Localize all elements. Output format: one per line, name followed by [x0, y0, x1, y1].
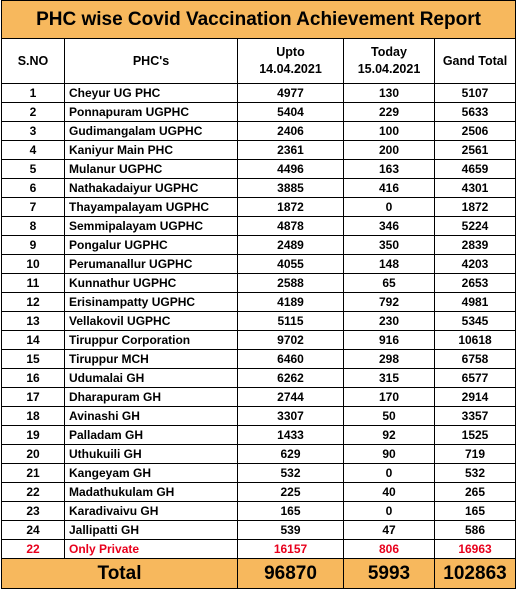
report-container	[1, 0, 515, 589]
row-phc-name: Semmipalayam UGPHC	[65, 217, 238, 236]
row-sno: 1	[2, 84, 65, 103]
header-today-date: 15.04.2021	[357, 62, 421, 76]
row-today: 346	[344, 217, 435, 236]
table-row	[2, 445, 516, 464]
row-upto: 3307	[238, 407, 344, 426]
row-sno: 11	[2, 274, 65, 293]
row-today: 230	[344, 312, 435, 331]
row-grand-total: 6758	[435, 350, 516, 369]
row-upto: 4055	[238, 255, 344, 274]
row-upto: 2744	[238, 388, 344, 407]
row-grand-total: 532	[435, 464, 516, 483]
row-sno: 17	[2, 388, 65, 407]
table-row	[2, 521, 516, 540]
table-row	[2, 350, 516, 369]
row-sno: 21	[2, 464, 65, 483]
row-upto: 9702	[238, 331, 344, 350]
row-phc-name: Perumanallur UGPHC	[65, 255, 238, 274]
vaccination-report-table	[1, 0, 516, 589]
table-row	[2, 388, 516, 407]
row-grand-total: 5107	[435, 84, 516, 103]
row-sno: 24	[2, 521, 65, 540]
row-sno: 18	[2, 407, 65, 426]
row-sno: 4	[2, 141, 65, 160]
table-row	[2, 483, 516, 502]
header-upto	[238, 39, 344, 84]
row-upto: 2406	[238, 122, 344, 141]
row-grand-total: 719	[435, 445, 516, 464]
row-grand-total: 4659	[435, 160, 516, 179]
row-sno: 3	[2, 122, 65, 141]
table-row	[2, 160, 516, 179]
header-today-label: Today	[371, 45, 407, 59]
header-row	[2, 39, 516, 84]
row-sno: 12	[2, 293, 65, 312]
row-today: 170	[344, 388, 435, 407]
row-upto: 4977	[238, 84, 344, 103]
row-phc-name: Cheyur UG PHC	[65, 84, 238, 103]
row-sno: 13	[2, 312, 65, 331]
header-today	[344, 39, 435, 84]
row-today: 65	[344, 274, 435, 293]
row-sno: 9	[2, 236, 65, 255]
row-grand-total: 2839	[435, 236, 516, 255]
row-upto: 2361	[238, 141, 344, 160]
private-upto: 16157	[238, 540, 344, 559]
row-grand-total: 5633	[435, 103, 516, 122]
table-row	[2, 293, 516, 312]
row-grand-total: 4203	[435, 255, 516, 274]
row-phc-name: Tiruppur MCH	[65, 350, 238, 369]
row-today: 0	[344, 502, 435, 521]
header-upto-date: 14.04.2021	[259, 62, 322, 76]
private-name: Only Private	[65, 540, 238, 559]
table-row	[2, 103, 516, 122]
row-upto: 4189	[238, 293, 344, 312]
row-grand-total: 1525	[435, 426, 516, 445]
row-upto: 5115	[238, 312, 344, 331]
row-sno: 15	[2, 350, 65, 369]
row-phc-name: Kangeyam GH	[65, 464, 238, 483]
row-sno: 10	[2, 255, 65, 274]
row-sno: 20	[2, 445, 65, 464]
row-grand-total: 4981	[435, 293, 516, 312]
row-today: 0	[344, 464, 435, 483]
row-today: 148	[344, 255, 435, 274]
total-upto: 96870	[238, 559, 344, 589]
table-row	[2, 502, 516, 521]
report-title: PHC wise Covid Vaccination Achievement Report	[2, 1, 516, 39]
row-upto: 532	[238, 464, 344, 483]
row-grand-total: 1872	[435, 198, 516, 217]
table-row	[2, 217, 516, 236]
row-grand-total: 2561	[435, 141, 516, 160]
row-today: 90	[344, 445, 435, 464]
table-row	[2, 274, 516, 293]
private-sno: 22	[2, 540, 65, 559]
row-today: 200	[344, 141, 435, 160]
row-phc-name: Udumalai GH	[65, 369, 238, 388]
row-today: 130	[344, 84, 435, 103]
table-row	[2, 122, 516, 141]
row-upto: 165	[238, 502, 344, 521]
row-grand-total: 165	[435, 502, 516, 521]
table-body	[2, 84, 516, 589]
row-upto: 6460	[238, 350, 344, 369]
row-today: 50	[344, 407, 435, 426]
row-phc-name: Pongalur UGPHC	[65, 236, 238, 255]
table-row	[2, 198, 516, 217]
row-phc-name: Kaniyur Main PHC	[65, 141, 238, 160]
total-row	[2, 559, 516, 589]
table-row	[2, 312, 516, 331]
row-today: 40	[344, 483, 435, 502]
header-upto-label: Upto	[276, 45, 305, 59]
row-today: 916	[344, 331, 435, 350]
header-phc: PHC's	[65, 39, 238, 84]
row-phc-name: Jallipatti GH	[65, 521, 238, 540]
row-today: 315	[344, 369, 435, 388]
row-sno: 16	[2, 369, 65, 388]
private-total: 16963	[435, 540, 516, 559]
row-phc-name: Ponnapuram UGPHC	[65, 103, 238, 122]
row-phc-name: Thayampalayam UGPHC	[65, 198, 238, 217]
private-today: 806	[344, 540, 435, 559]
row-grand-total: 6577	[435, 369, 516, 388]
row-sno: 19	[2, 426, 65, 445]
row-grand-total: 2653	[435, 274, 516, 293]
row-sno: 5	[2, 160, 65, 179]
row-phc-name: Uthukuili GH	[65, 445, 238, 464]
row-phc-name: Dharapuram GH	[65, 388, 238, 407]
table-row	[2, 179, 516, 198]
table-row	[2, 464, 516, 483]
table-row	[2, 426, 516, 445]
row-upto: 629	[238, 445, 344, 464]
row-grand-total: 5224	[435, 217, 516, 236]
row-today: 47	[344, 521, 435, 540]
row-grand-total: 586	[435, 521, 516, 540]
row-grand-total: 10618	[435, 331, 516, 350]
row-grand-total: 5345	[435, 312, 516, 331]
row-phc-name: Karadivaivu GH	[65, 502, 238, 521]
row-upto: 1433	[238, 426, 344, 445]
row-phc-name: Tiruppur Corporation	[65, 331, 238, 350]
table-row	[2, 255, 516, 274]
table-row	[2, 331, 516, 350]
row-today: 100	[344, 122, 435, 141]
row-phc-name: Kunnathur UGPHC	[65, 274, 238, 293]
row-sno: 7	[2, 198, 65, 217]
row-upto: 1872	[238, 198, 344, 217]
row-sno: 23	[2, 502, 65, 521]
row-sno: 8	[2, 217, 65, 236]
row-phc-name: Gudimangalam UGPHC	[65, 122, 238, 141]
row-upto: 2489	[238, 236, 344, 255]
table-row	[2, 84, 516, 103]
total-today: 5993	[344, 559, 435, 589]
row-phc-name: Nathakadaiyur UGPHC	[65, 179, 238, 198]
row-grand-total: 2506	[435, 122, 516, 141]
row-today: 163	[344, 160, 435, 179]
table-row	[2, 141, 516, 160]
row-today: 350	[344, 236, 435, 255]
row-grand-total: 2914	[435, 388, 516, 407]
row-upto: 4878	[238, 217, 344, 236]
table-row	[2, 236, 516, 255]
private-row	[2, 540, 516, 559]
row-today: 92	[344, 426, 435, 445]
row-grand-total: 4301	[435, 179, 516, 198]
table-row	[2, 407, 516, 426]
row-upto: 4496	[238, 160, 344, 179]
row-phc-name: Vellakovil UGPHC	[65, 312, 238, 331]
row-today: 298	[344, 350, 435, 369]
row-phc-name: Erisinampatty UGPHC	[65, 293, 238, 312]
row-phc-name: Mulanur UGPHC	[65, 160, 238, 179]
row-today: 229	[344, 103, 435, 122]
row-upto: 2588	[238, 274, 344, 293]
row-phc-name: Palladam GH	[65, 426, 238, 445]
total-label: Total	[2, 559, 238, 589]
header-grand-total: Gand Total	[435, 39, 516, 84]
row-today: 0	[344, 198, 435, 217]
header-sno: S.NO	[2, 39, 65, 84]
row-phc-name: Avinashi GH	[65, 407, 238, 426]
row-grand-total: 3357	[435, 407, 516, 426]
row-upto: 539	[238, 521, 344, 540]
row-sno: 22	[2, 483, 65, 502]
row-sno: 14	[2, 331, 65, 350]
row-sno: 2	[2, 103, 65, 122]
row-sno: 6	[2, 179, 65, 198]
row-upto: 5404	[238, 103, 344, 122]
row-today: 792	[344, 293, 435, 312]
row-today: 416	[344, 179, 435, 198]
row-grand-total: 265	[435, 483, 516, 502]
row-phc-name: Madathukulam GH	[65, 483, 238, 502]
table-row	[2, 369, 516, 388]
row-upto: 3885	[238, 179, 344, 198]
row-upto: 225	[238, 483, 344, 502]
row-upto: 6262	[238, 369, 344, 388]
total-grand: 102863	[435, 559, 516, 589]
